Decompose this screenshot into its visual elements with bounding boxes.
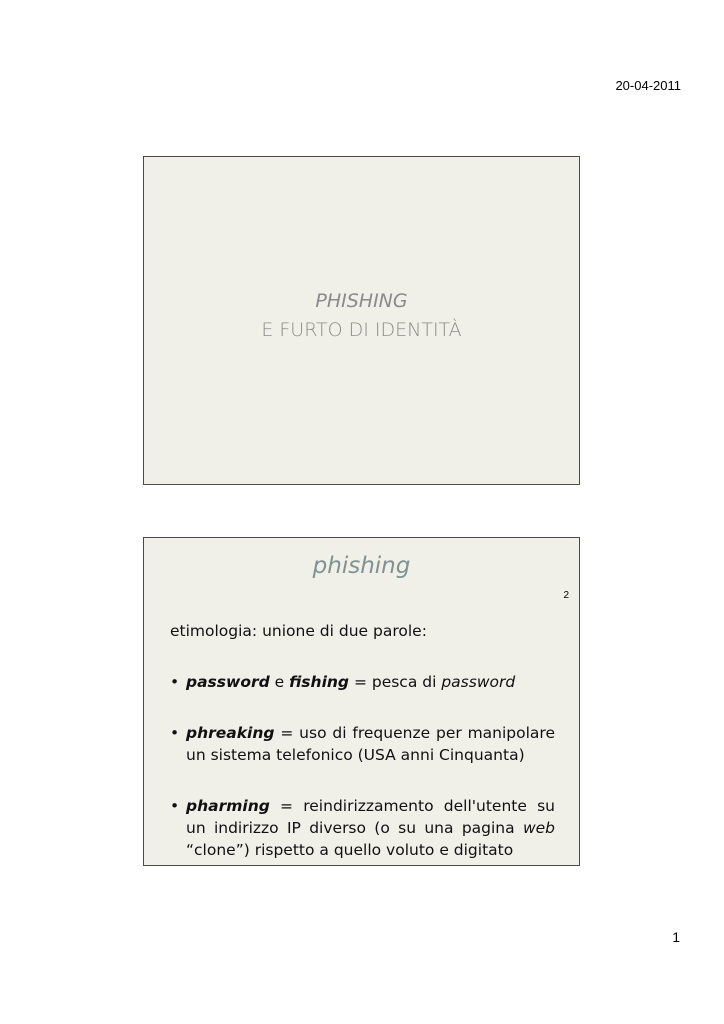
- slide-2: [143, 537, 580, 866]
- term-fishing: fishing: [289, 673, 350, 691]
- slide-1-title-line-1: PHISHING: [315, 290, 408, 312]
- term-pharming: pharming: [186, 797, 270, 815]
- document-date: 20-04-2011: [615, 78, 681, 93]
- slide-number: 2: [563, 590, 569, 601]
- slide-1-title-line-2: E FURTO DI IDENTITÀ: [261, 319, 462, 341]
- definition-italic: password: [441, 673, 516, 691]
- connector-text: e: [269, 673, 290, 691]
- definition-italic: web: [522, 819, 555, 837]
- slide-1-title: [144, 287, 579, 345]
- definition-text: = uso di frequenze per manipolare un sistema telefonico (USA anni Cinquanta): [186, 724, 555, 764]
- definition-text: “clone”) rispetto a quello voluto e digitato: [186, 841, 514, 859]
- definition-text: = reindirizzamento dell'utente su un indirizzo IP diverso (o su una pagina: [186, 797, 555, 837]
- term-password: password: [186, 673, 270, 691]
- slide-1: [143, 156, 580, 485]
- bullet-pharming: [170, 795, 555, 861]
- definition-text: = pesca di: [349, 673, 442, 691]
- page-number: 1: [672, 929, 680, 945]
- bullet-phreaking: [170, 722, 555, 766]
- bullet-list: [170, 671, 555, 861]
- bullet-password-fishing: [170, 671, 555, 693]
- slide-2-title: phishing: [312, 553, 411, 579]
- intro-text: etimologia: unione di due parole:: [170, 622, 427, 640]
- slide-2-body: [170, 620, 555, 866]
- term-phreaking: phreaking: [186, 724, 275, 742]
